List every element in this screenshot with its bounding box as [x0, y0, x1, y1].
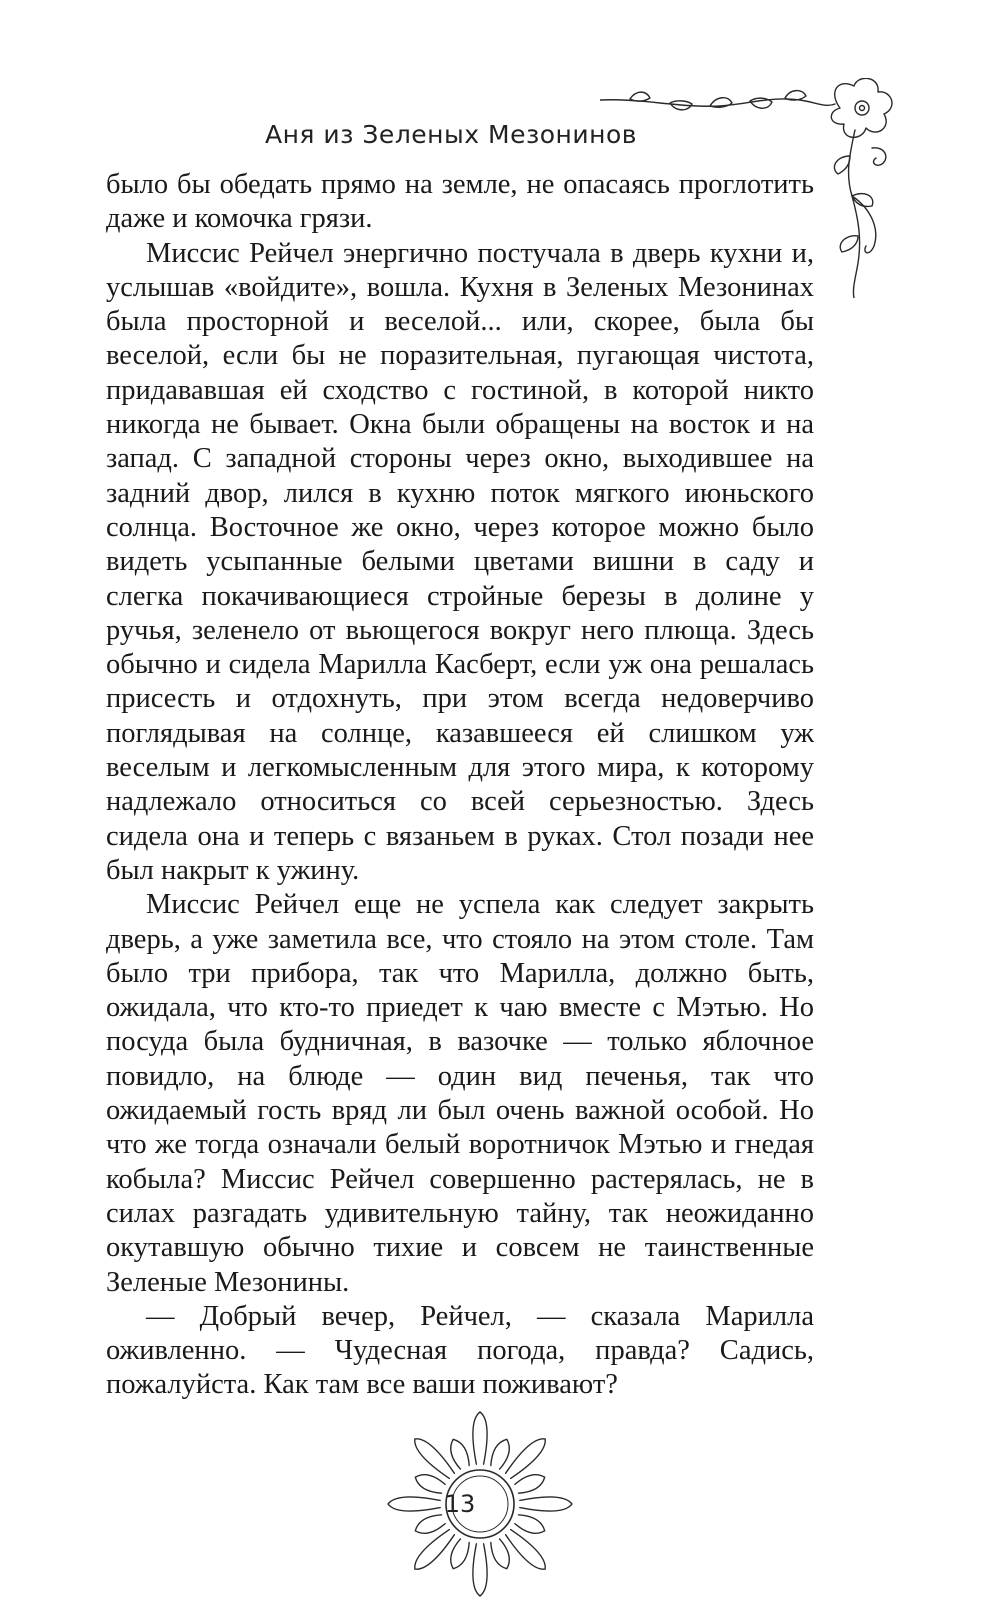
sun-ray-petal — [473, 1544, 487, 1596]
sun-ray-petal — [515, 1475, 545, 1493]
sun-ray-petal — [415, 1530, 455, 1570]
sun-ray-petal — [451, 1439, 469, 1469]
sun-ray-petal — [473, 1412, 487, 1464]
main-text-block — [106, 168, 814, 1403]
sun-ray-petal — [506, 1530, 546, 1570]
running-head-title: Аня из Зеленых Мезонинов — [264, 120, 638, 149]
paragraph-kitchen: Миссис Рейчел энергично постучала в дверь кухни и, услышав «войдите», вошла. Кухня в Зеленых Мезонинах была просторной и веселой... или, скорее, была бы веселой, если бы не поразительная, пугающая чистота, придававшая ей сходство с гостиной, в которой никто никогда не бывает. Окна были обращены на восток и на запад. С западной стороны через окно, выходившее на задний двор, лился в кухню поток мягкого июньского солнца. Восточное же окно, через которое можно было видеть усыпанные белыми цветами вишни в саду и слегка покачивающиеся стройные березы в долине у ручья, зеленело от вьющегося вокруг него плюща. Здесь обычно и сидела Марилла Касберт, если уж она решалась присесть и отдохнуть, при этом всегда недоверчиво поглядывая на солнце, казавшееся ей слишком уж веселым и легкомысленным для этого мира, к которому надлежало относиться со всей серьезностью. Здесь сидела она и теперь с вязаньем в руках. Стол позади нее был накрыт к ужину. — [106, 237, 814, 886]
sun-ray-petal — [520, 1497, 572, 1511]
sun-ray-petal — [415, 1439, 455, 1479]
sun-ray-petal — [491, 1539, 509, 1569]
sun-ray-petal — [515, 1515, 545, 1533]
page-number: 13 — [444, 1490, 476, 1518]
sun-ray-petal — [451, 1539, 469, 1569]
sun-ray-petal — [388, 1497, 440, 1511]
paragraph-continuation: было бы обедать прямо на земле, не опасаясь проглотить даже и комочка грязи. — [106, 169, 814, 235]
paragraph-table: Миссис Рейчел еще не успела как следует закрыть дверь, а уже заметила все, что стояло на этом столе. Там было три прибора, так что Марилла, должно быть, ожидала, что кто-то приедет к чаю вместе с Мэтью. Но посуда была будничная, в вазочке — только яблочное повидло, на блюде — один вид печенья, так что ожидаемый гость вряд ли был очень важной особой. Но что же тогда означали белый воротничок Мэтью и гнедая кобыла? Миссис Рейчел совершенно растерялась, не в силах разгадать удивительную тайну, так неожиданно окутавшую обычно тихие и совсем не таинственные Зеленые Мезонины. — [106, 889, 814, 1298]
paragraph-dialogue: — Добрый вечер, Рейчел, — сказала Марилла оживленно. — Чудесная погода, правда? Садись, пожалуйста. Как там все ваши поживают? — [106, 1300, 814, 1401]
sun-ray-petal — [491, 1439, 509, 1469]
sun-ray-petal — [506, 1439, 546, 1479]
